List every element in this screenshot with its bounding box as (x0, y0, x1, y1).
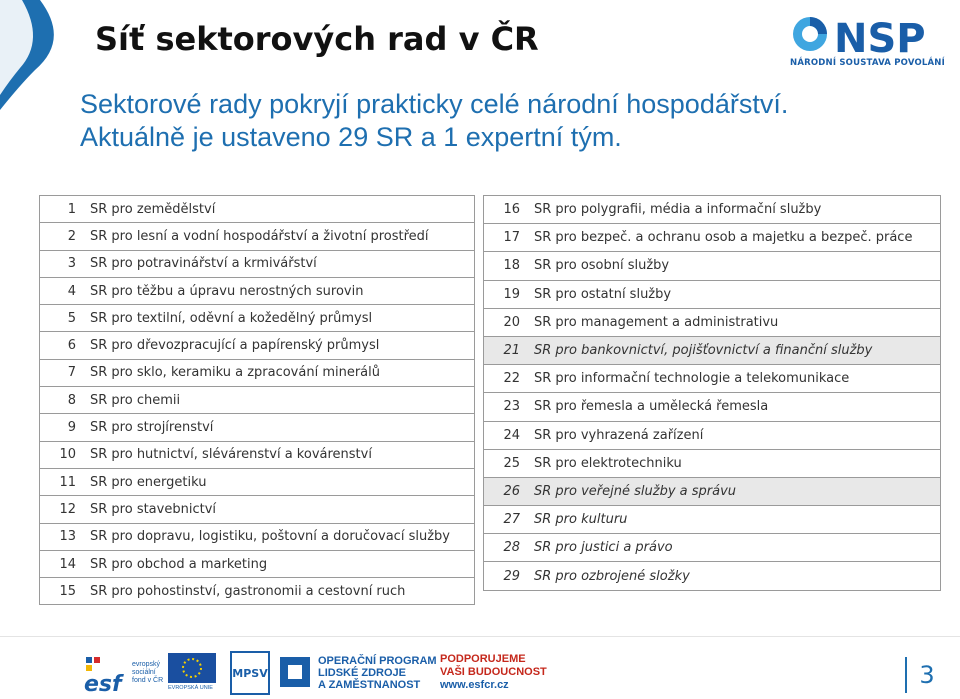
row-name: SR pro textilní, oděvní a kožedělný průmysl (90, 310, 373, 326)
row-number: 4 (67, 283, 76, 299)
esf-label: esf (84, 672, 122, 693)
row-name: SR pro potravinářství a krmivářství (90, 256, 317, 272)
row-name: SR pro hutnictví, slévárenství a kovárenství (90, 447, 372, 463)
row-number: 19 (503, 286, 520, 302)
mpsv-label: MPSV (232, 667, 268, 680)
table-row (40, 332, 474, 359)
nsp-logo-text: NSP (834, 16, 926, 58)
row-number: 16 (503, 202, 520, 218)
row-name: SR pro informační technologie a telekomunikace (534, 371, 850, 387)
row-number: 17 (503, 230, 520, 246)
eu-flag-logo (168, 653, 216, 693)
row-number: 2 (67, 228, 76, 244)
table-row (40, 524, 474, 551)
table-row (40, 251, 474, 278)
row-name: SR pro strojírenství (90, 420, 214, 436)
table-row (40, 196, 474, 223)
table-row (484, 224, 940, 252)
op-lz-icon (278, 651, 314, 695)
row-number: 21 (503, 343, 520, 359)
subtitle-line-1: Sektorové rady pokryjí prakticky celé národní hospodářství. (80, 89, 789, 119)
nsp-logo-graphic (790, 12, 950, 58)
row-name: SR pro dopravu, logistiku, poštovní a doručovací služby (90, 529, 450, 545)
row-name: SR pro bezpeč. a ochranu osob a majetku a bezpeč. práce (534, 230, 913, 246)
row-name: SR pro dřevozpracující a papírenský průmysl (90, 338, 380, 354)
row-number: 22 (503, 371, 520, 387)
row-number: 5 (67, 310, 76, 326)
table-row (484, 365, 940, 393)
row-number: 15 (59, 583, 76, 599)
table-row (484, 506, 940, 534)
table-row (484, 393, 940, 421)
page-title: Síť sektorových rad v ČR (95, 20, 539, 58)
row-number: 10 (59, 447, 76, 463)
row-name: SR pro polygrafii, média a informační služby (534, 202, 822, 218)
row-name: SR pro zemědělství (90, 201, 216, 217)
table-row (484, 252, 940, 280)
esf-logo (84, 653, 164, 693)
table-row (40, 578, 474, 604)
table-row (484, 422, 940, 450)
op-lz-logo (278, 651, 437, 695)
support-line-1: PODPORUJEME (440, 653, 526, 665)
row-name: SR pro řemesla a umělecká řemesla (534, 399, 769, 415)
mpsv-logo-graphic (230, 651, 270, 695)
nsp-logo (790, 12, 950, 72)
op-line-2: LIDSKÉ ZDROJE (318, 667, 407, 679)
row-number: 14 (59, 556, 76, 572)
eu-label: EVROPSKÁ UNIE (168, 685, 213, 691)
row-name: SR pro veřejné služby a správu (534, 483, 737, 499)
row-number: 8 (67, 392, 76, 408)
subtitle (80, 88, 788, 154)
table-row (40, 387, 474, 414)
row-number: 25 (503, 455, 520, 471)
op-line-3: A ZAMĚSTNANOST (318, 679, 421, 691)
op-line-1: OPERAČNÍ PROGRAM (318, 655, 437, 667)
sector-councils-table-right (483, 195, 941, 591)
row-name: SR pro lesní a vodní hospodářství a životní prostředí (90, 228, 429, 244)
row-name: SR pro kulturu (534, 512, 628, 528)
row-number: 23 (503, 399, 520, 415)
row-name: SR pro stavebnictví (90, 501, 216, 517)
table-row (40, 414, 474, 441)
table-row (484, 562, 940, 589)
row-number: 20 (503, 314, 520, 330)
row-number: 29 (503, 568, 520, 584)
esf-subtitle: evropský sociální fond v ČR (132, 661, 164, 684)
support-line-2: VAŠI BUDOUCNOST (440, 666, 547, 678)
table-row (40, 360, 474, 387)
row-number: 27 (503, 512, 520, 528)
table-row (484, 309, 940, 337)
mpsv-logo (230, 651, 270, 695)
row-name: SR pro pohostinství, gastronomii a cestovní ruch (90, 583, 406, 599)
table-row (40, 551, 474, 578)
table-row (40, 223, 474, 250)
table-row (40, 469, 474, 496)
row-name: SR pro vyhrazená zařízení (534, 427, 704, 443)
row-name: SR pro těžbu a úpravu nerostných surovin (90, 283, 364, 299)
row-number: 18 (503, 258, 520, 274)
table-row (484, 281, 940, 309)
decorative-swoosh (0, 0, 60, 110)
table-row (40, 496, 474, 523)
row-number: 1 (67, 201, 76, 217)
footer-divider (0, 636, 960, 637)
page-number: 3 (905, 657, 947, 693)
row-number: 12 (59, 501, 76, 517)
row-number: 28 (503, 540, 520, 556)
op-lz-text (318, 655, 437, 691)
row-number: 24 (503, 427, 520, 443)
row-name: SR pro obchod a marketing (90, 556, 268, 572)
table-row (40, 442, 474, 469)
row-name: SR pro ostatní služby (534, 286, 672, 302)
row-name: SR pro osobní služby (534, 258, 670, 274)
row-name: SR pro bankovnictví, pojišťovnictví a finanční služby (534, 343, 873, 359)
row-number: 26 (503, 483, 520, 499)
row-number: 3 (67, 256, 76, 272)
row-name: SR pro justici a právo (534, 540, 673, 556)
table-row (484, 478, 940, 506)
table-row (484, 534, 940, 562)
row-number: 7 (67, 365, 76, 381)
table-row (484, 450, 940, 478)
footer (0, 645, 960, 697)
row-name: SR pro energetiku (90, 474, 207, 490)
eu-flag-icon (168, 653, 216, 683)
row-name: SR pro management a administrativu (534, 314, 779, 330)
table-row (484, 196, 940, 224)
row-number: 9 (67, 420, 76, 436)
subtitle-line-2: Aktuálně je ustaveno 29 SR a 1 expertní tým. (80, 122, 622, 152)
row-number: 13 (59, 529, 76, 545)
row-name: SR pro sklo, keramiku a zpracování minerálů (90, 365, 380, 381)
row-number: 6 (67, 338, 76, 354)
support-url[interactable]: www.esfcr.cz (440, 679, 509, 691)
table-row (484, 337, 940, 365)
table-row (40, 278, 474, 305)
support-text (440, 653, 547, 692)
nsp-logo-subtitle: NÁRODNÍ SOUSTAVA POVOLÁNÍ (790, 58, 945, 68)
row-name: SR pro elektrotechniku (534, 455, 682, 471)
table-row (40, 305, 474, 332)
row-name: SR pro ozbrojené složky (534, 568, 690, 584)
row-name: SR pro chemii (90, 392, 181, 408)
sector-councils-table-left (39, 195, 475, 605)
row-number: 11 (59, 474, 76, 490)
